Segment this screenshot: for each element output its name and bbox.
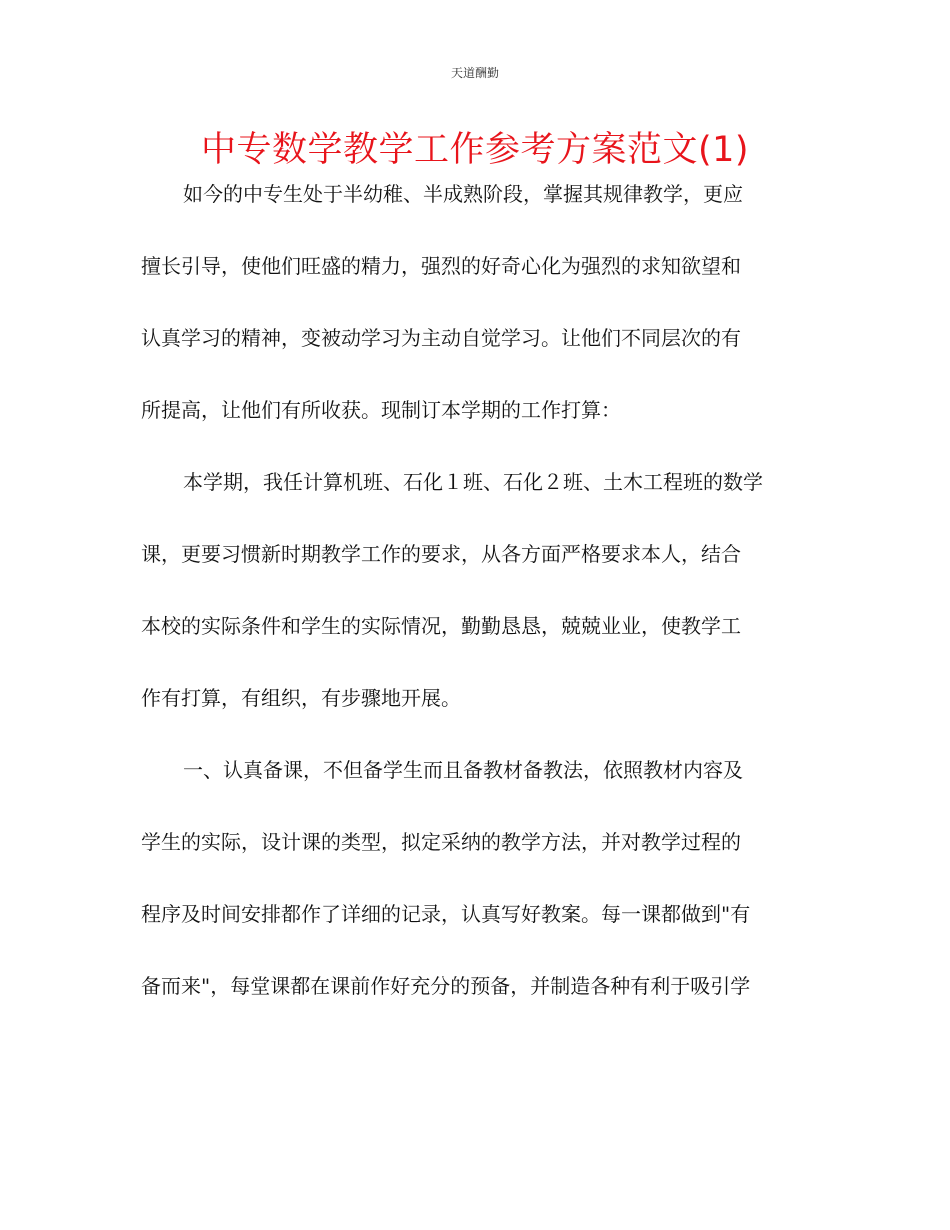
- text-line: 本校的实际条件和学生的实际情况，勤勤恳恳，兢兢业业，使教学工: [141, 614, 741, 638]
- text-line: 课，更要习惯新时期教学工作的要求，从各方面严格要求本人，结合: [141, 542, 741, 566]
- text-line: 程序及时间安排都作了详细的记录，认真写好教案。每一课都做到"有: [141, 902, 751, 926]
- text-line: 学生的实际，设计课的类型，拟定采纳的教学方法，并对教学过程的: [141, 830, 741, 854]
- text-line: 作有打算，有组织，有步骤地开展。: [141, 686, 461, 710]
- text-line: 认真学习的精神，变被动学习为主动自觉学习。让他们不同层次的有: [141, 326, 741, 350]
- text-line: 本学期，我任计算机班、石化１班、石化２班、土木工程班的数学: [183, 470, 763, 494]
- document-title: 中专数学教学工作参考方案范文(1): [200, 130, 750, 170]
- text-line: 擅长引导，使他们旺盛的精力，强烈的好奇心化为强烈的求知欲望和: [141, 254, 741, 278]
- document-body: [141, 176, 813, 1040]
- text-line: 备而来"，每堂课都在课前作好充分的预备，并制造各种有利于吸引学: [141, 974, 751, 998]
- text-line: 如今的中专生处于半幼稚、半成熟阶段，掌握其规律教学，更应: [183, 182, 743, 206]
- page-header: 天道酬勤: [450, 66, 499, 80]
- text-line: 所提高，让他们有所收获。现制订本学期的工作打算：: [141, 398, 621, 422]
- text-line: 一、认真备课，不但备学生而且备教材备教法，依照教材内容及: [183, 758, 743, 782]
